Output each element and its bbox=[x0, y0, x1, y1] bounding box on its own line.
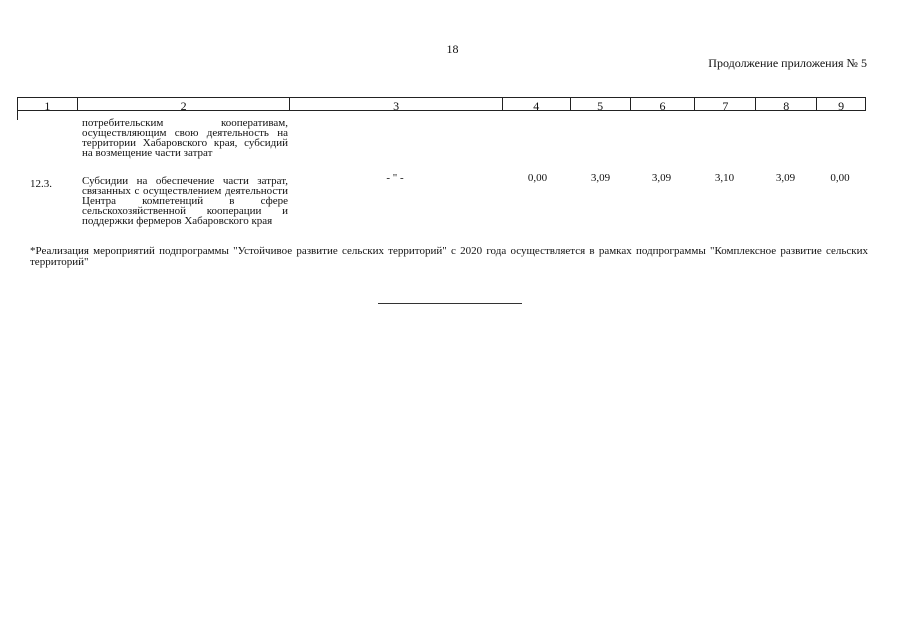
col-header-4: 4 bbox=[503, 98, 571, 110]
continued-row-name: потребительским кооперативам, осуществляющим свою деятельность на территории Хабаровского края, субсидий на возмещение части затрат bbox=[82, 117, 288, 159]
separator-line bbox=[378, 303, 522, 304]
table-header-row bbox=[17, 97, 866, 111]
row-value-col8: 3,09 bbox=[775, 172, 796, 184]
col-header-6: 6 bbox=[631, 98, 696, 110]
row-value-col5: 3,09 bbox=[590, 172, 611, 184]
table-left-border bbox=[17, 110, 18, 120]
col-header-7: 7 bbox=[695, 98, 756, 110]
col-header-8: 8 bbox=[756, 98, 817, 110]
col-header-3: 3 bbox=[290, 98, 503, 110]
row-value-col7: 3,10 bbox=[714, 172, 735, 184]
row-name: Субсидии на обеспечение части затрат, связанных с осуществлением деятельности Центра компетенций в сфере сельскохозяйственной кооперации и поддержки фермеров Хабаровского края bbox=[82, 175, 288, 227]
col-header-1: 1 bbox=[18, 98, 78, 110]
appendix-continuation: Продолжение приложения № 5 bbox=[708, 56, 867, 70]
footnote: *Реализация мероприятий подпрограммы "Устойчивое развитие сельских территорий" с 2020 года осуществляется в рамках подпрограммы "Комплексное развитие сельских территорий" bbox=[30, 245, 868, 268]
col-header-9: 9 bbox=[838, 99, 845, 113]
col-header-5: 5 bbox=[571, 98, 631, 110]
col-header-2: 2 bbox=[78, 98, 291, 110]
row-responsible: - " - bbox=[386, 172, 404, 184]
row-value-col6: 3,09 bbox=[651, 172, 672, 184]
row-value-col9: 0,00 bbox=[830, 172, 850, 184]
page-number: 18 bbox=[446, 42, 459, 56]
row-value-col4: 0,00 bbox=[527, 172, 548, 184]
row-number: 12.3. bbox=[30, 178, 52, 190]
